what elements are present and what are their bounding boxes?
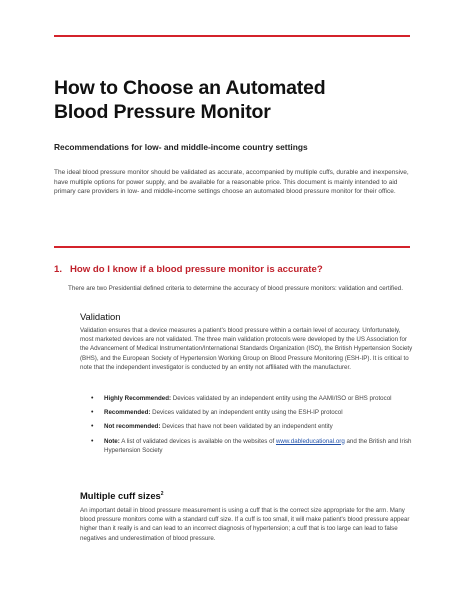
cuff-paragraph: An important detail in blood pressure measurement is using a cuff that is the correct size appropriate for the arm. Many blood pressure monitors come with a standard cuff size. If a cuff is too small, it will make patient's blood pressure appear higher than it really is and can lead to an incorrect diagnosis of hypertension; a cuff that is too large can lead to false negatives and underestimation of blood pressure. bbox=[80, 507, 410, 542]
intro-paragraph: The ideal blood pressure monitor should be validated as accurate, accompanied by multiple cuffs, durable and inexpensive, have multiple options for power supply, and be available for a reasonable price. This document is mainly intended to aid primary care providers in low- and middle-income settings choose an automated blood pressure monitor for their office. bbox=[54, 169, 409, 196]
list-item bbox=[80, 422, 414, 431]
bullet-icon: • bbox=[91, 395, 94, 402]
validated-devices-link[interactable]: www.dableducational.org bbox=[275, 437, 345, 445]
bullet-lead: Not recommended: bbox=[104, 423, 161, 431]
section-heading bbox=[54, 264, 424, 275]
top-divider bbox=[54, 35, 410, 37]
validation-bullet-list bbox=[80, 394, 414, 460]
bullet-icon: • bbox=[91, 409, 94, 417]
page-subtitle: Recommendations for low- and middle-income country settings bbox=[54, 142, 308, 152]
bullet-text: Devices validated by an independent entity using the AAMI/ISO or BHS protocol bbox=[171, 395, 392, 402]
bullet-lead: Recommended: bbox=[104, 409, 151, 417]
title-line-1: How to Choose an Automated bbox=[54, 77, 326, 99]
bullet-lead: Highly Recommended: bbox=[104, 395, 172, 402]
section-number: 1. bbox=[54, 264, 63, 275]
bullet-text: Devices that have not been validated by an independent entity bbox=[160, 423, 333, 431]
bullet-icon: • bbox=[91, 437, 94, 445]
validation-heading: Validation bbox=[80, 311, 121, 322]
bullet-icon: • bbox=[91, 423, 94, 431]
section-intro: There are two Presidential defined criteria to determine the accuracy of blood pressure monitors: validation and certified. bbox=[68, 285, 403, 292]
bullet-text: A list of validated devices is available on the websites of bbox=[119, 437, 276, 445]
cuff-heading-text: Multiple cuff sizes bbox=[80, 490, 161, 501]
list-item bbox=[80, 437, 414, 455]
cuff-heading bbox=[80, 490, 164, 501]
validation-paragraph: Validation ensures that a device measures a patient's blood pressure within a certain level of accuracy. Unfortunately, most marketed devices are not validated. The three main validation protocols were developed by the US Association for the Advancement of Medical Instrumentation/International Standards Organization (ISO), the British Hypertension Society (BHS), and the European Society of Hypertension Working Group on Blood Pressure Monitoring (ESH-IP). It is critical to note that the independent investigator is conducted by an entity not affiliated with the manufacturer. bbox=[80, 327, 413, 371]
section-heading-text: How do I know if a blood pressure monitor is accurate? bbox=[70, 264, 323, 275]
bullet-tail: and the British and Irish Hypertension Society bbox=[104, 437, 412, 454]
footnote-marker: 2 bbox=[160, 490, 164, 497]
page-title bbox=[54, 76, 414, 124]
list-item bbox=[80, 394, 414, 403]
list-item bbox=[80, 408, 414, 417]
title-line-2: Blood Pressure Monitor bbox=[54, 101, 271, 123]
bullet-lead: Note: bbox=[104, 437, 120, 445]
section-divider bbox=[54, 246, 410, 248]
bullet-text: Devices validated by an independent entity using the ESH-IP protocol bbox=[150, 409, 343, 417]
